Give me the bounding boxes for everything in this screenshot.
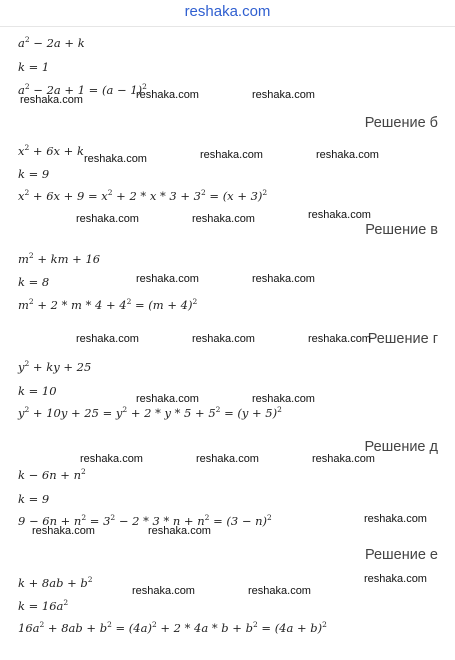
expression-e: $k + 8ab + b^2$ [18,575,93,590]
watermark: reshaka.com [252,273,315,285]
watermark: reshaka.com [136,393,199,405]
watermark: reshaka.com [132,585,195,597]
watermark: reshaka.com [32,525,95,537]
watermark: reshaka.com [308,209,371,221]
watermark: reshaka.com [76,333,139,345]
expression-a: $a^2 - 2a + k$ [18,35,85,50]
result-b: $x^2 + 6x + 9 = x^2 + 2 * x * 3 + 3^2 = (x + 3)^2$ [18,188,268,203]
expression-g: $y^2$ + ky + 25 [18,359,92,374]
site-header [0,0,455,27]
expression-v: $m^2$ + km + 16 [18,251,101,266]
k-value-a: k = 1 [18,60,50,74]
watermark: reshaka.com [136,89,199,101]
watermark: reshaka.com [84,153,147,165]
watermark: reshaka.com [80,453,143,465]
k-value-b: k = 9 [18,167,50,181]
watermark: reshaka.com [20,94,83,106]
result-g: $y^2 + 10y + 25 = y^2 + 2 * y * 5 + 5^2 = (y + 5)^2$ [18,405,282,420]
watermark: reshaka.com [192,213,255,225]
site-logo-link[interactable]: reshaka.com [184,3,271,20]
result-d: $9 - 6n + n^2 = 3^2 - 2 * 3 * n + n^2 = (3 - n)^2$ [18,513,272,528]
watermark: reshaka.com [308,333,371,345]
expression-d: $k - 6n + n^2$ [18,467,86,482]
k-value-d: k = 9 [18,492,50,506]
heading-d: Решение д [364,439,438,455]
heading-v: Решение в [365,222,438,238]
watermark: reshaka.com [312,453,375,465]
result-e: $16a^2 + 8ab + b^2 = (4a)^2 + 2 * 4a * b + b^2 = (4a + b)^2$ [18,620,327,635]
watermark: reshaka.com [148,525,211,537]
heading-e: Решение е [364,547,438,563]
k-value-g: k = 10 [18,384,57,398]
result-a: $a^2 - 2a + 1 = (a - 1)^2$ [18,82,147,97]
watermark: reshaka.com [192,333,255,345]
watermark: reshaka.com [196,453,259,465]
k-value-v: k = 8 [18,275,50,289]
result-v: $m^2 + 2 * m * 4 + 4^2 = (m + 4)^2$ [18,297,198,312]
watermark: reshaka.com [316,149,379,161]
heading-g: Решение г [367,331,438,347]
watermark: reshaka.com [252,89,315,101]
watermark: reshaka.com [76,213,139,225]
watermark: reshaka.com [136,273,199,285]
heading-b: Решение б [364,115,438,131]
watermark: reshaka.com [248,585,311,597]
watermark: reshaka.com [364,573,427,585]
watermark: reshaka.com [200,149,263,161]
expression-b: $x^2 + 6x + k$ [18,143,84,158]
watermark: reshaka.com [252,393,315,405]
watermark: reshaka.com [364,513,427,525]
k-value-e: $k = 16a^2$ [18,598,69,613]
